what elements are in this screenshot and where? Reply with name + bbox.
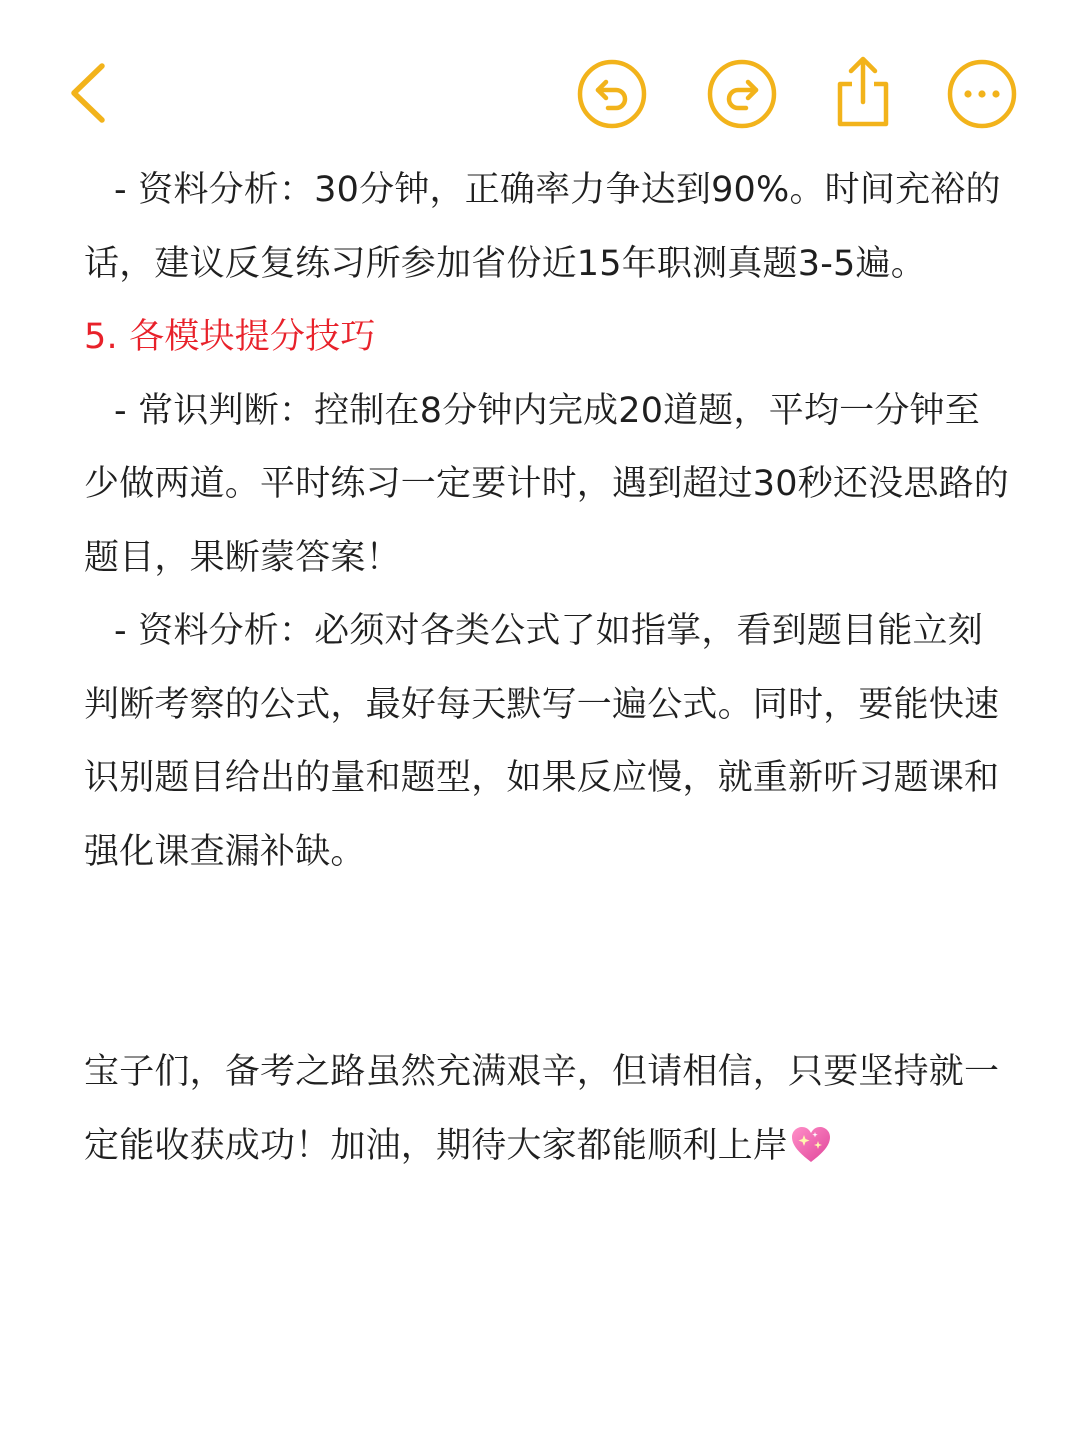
note-paragraph-data-analysis-time: - 资料分析：30分钟，正确率力争达到90%。时间充裕的话，建议反复练习所参加省份近15年职测真题3-5遍。	[84, 170, 1001, 284]
note-paragraph-common-sense: - 常识判断：控制在8分钟内完成20道题，平均一分钟至少做两道。平时练习一定要计时，遇到超过30秒还没思路的题目，果断蒙答案！	[84, 390, 1009, 578]
note-paragraph-data-analysis-formulas: - 资料分析：必须对各类公式了如指掌，看到题目能立刻判断考察的公式，最好每天默写一遍公式。同时，要能快速识别题目给出的量和题型，如果反应慢，就重新听习题课和强化课查漏补缺。	[84, 611, 1000, 872]
note-paragraph-encouragement	[84, 1036, 1014, 1191]
undo-button[interactable]	[576, 58, 648, 130]
more-icon	[946, 58, 1018, 130]
share-button[interactable]	[830, 54, 896, 130]
note-content[interactable]	[84, 154, 1014, 1191]
encouragement-text: 宝子们，备考之路虽然充满艰辛，但请相信，只要坚持就一定能收获成功！加油，期待大家都能顺利上岸	[84, 1052, 1000, 1166]
redo-button[interactable]	[706, 58, 778, 130]
blank-line	[84, 889, 1014, 1036]
undo-icon	[576, 58, 648, 130]
note-toolbar	[0, 0, 1080, 150]
chevron-left-icon	[62, 62, 112, 124]
sparkling-heart-icon	[790, 1118, 832, 1192]
share-icon	[830, 54, 896, 130]
back-button[interactable]	[62, 62, 112, 124]
redo-icon	[706, 58, 778, 130]
more-button[interactable]	[946, 58, 1018, 130]
section-heading-tips: 5. 各模块提分技巧	[84, 317, 376, 357]
